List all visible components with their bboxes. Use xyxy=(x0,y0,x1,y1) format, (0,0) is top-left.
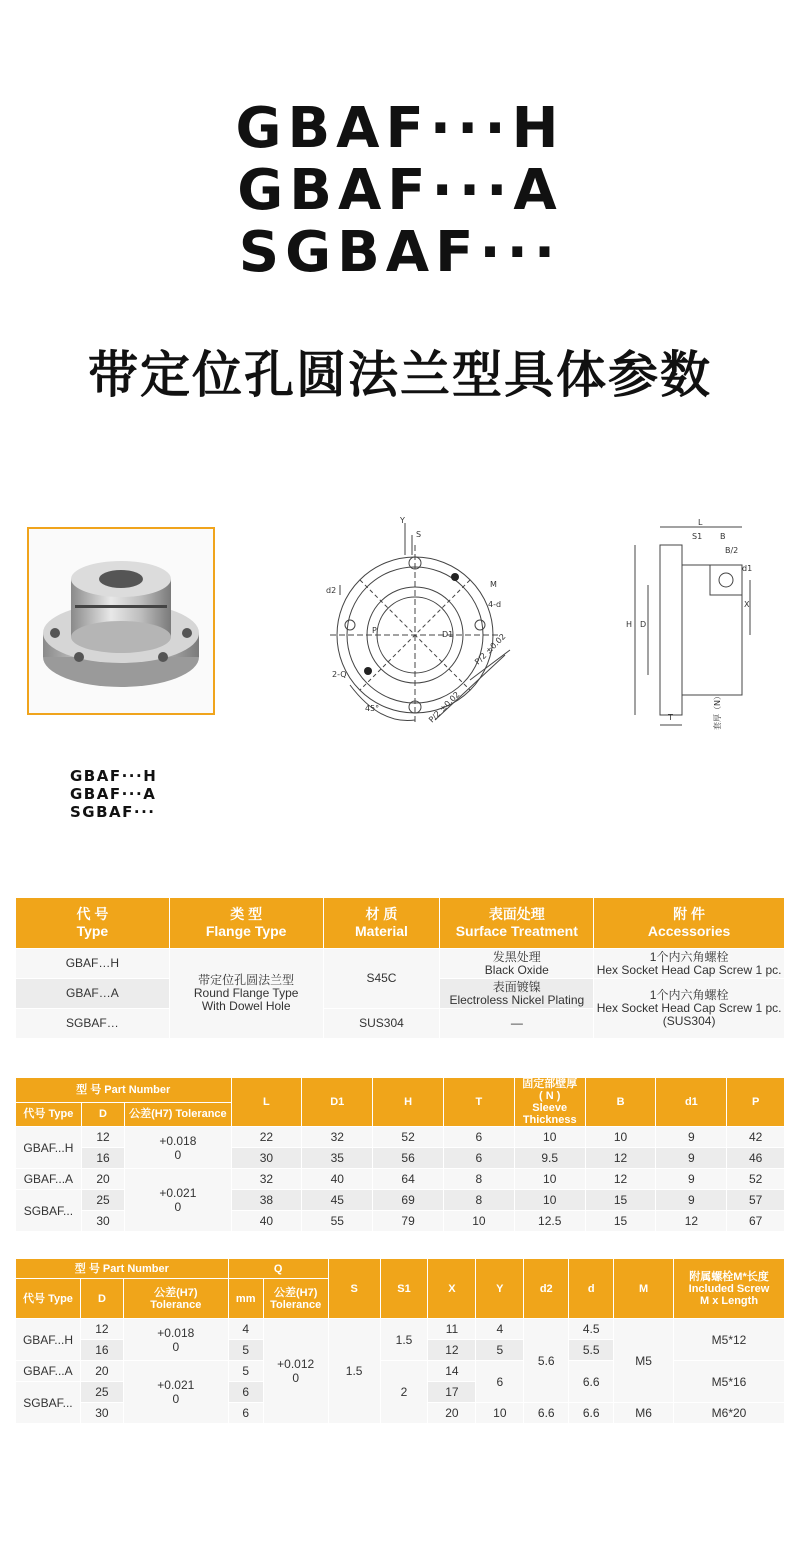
t2-tol-1: +0.018 0 xyxy=(125,1127,231,1169)
t3-h-d: d xyxy=(569,1259,614,1319)
t3-cell: 10 xyxy=(476,1403,524,1424)
title-line-3: SGBAF··· xyxy=(238,220,562,285)
t3-cell: 30 xyxy=(80,1403,123,1424)
dim-l: L xyxy=(698,518,703,527)
t1-acc-2: 1个内六角螺栓 Hex Socket Head Cap Screw 1 pc. (SUS304) xyxy=(594,979,785,1039)
dim-s: S xyxy=(416,530,422,539)
t3-screw-b: M5*16 xyxy=(674,1361,785,1403)
t3-h-m: M xyxy=(614,1259,674,1319)
t3-cell: 25 xyxy=(80,1382,123,1403)
t3-s: 1.5 xyxy=(328,1319,380,1424)
t3-d2-b: 6.6 xyxy=(524,1403,569,1424)
t3-screw-c: M6*20 xyxy=(674,1403,785,1424)
caption-line-1: GBAF···H xyxy=(70,767,158,785)
t2-cell: 79 xyxy=(373,1211,444,1232)
dim-h: H xyxy=(626,620,633,629)
t2-cell: 9 xyxy=(656,1169,727,1190)
t2-cell: 10 xyxy=(585,1127,656,1148)
t2-cell: 9 xyxy=(656,1148,727,1169)
t2-cell: 45 xyxy=(302,1190,373,1211)
spec-table-2 xyxy=(15,1077,785,1232)
t3-cell: 12 xyxy=(428,1340,476,1361)
t2-cell: 10 xyxy=(443,1211,514,1232)
t2-type-sg: SGBAF... xyxy=(16,1190,82,1232)
caption-line-2: GBAF···A xyxy=(70,785,157,803)
t2-type-a: GBAF...A xyxy=(16,1169,82,1190)
t2-h-d1s: d1 xyxy=(656,1078,727,1127)
spec-table-3 xyxy=(15,1258,785,1424)
t1-flange-type: 带定位孔圆法兰型 Round Flange Type With Dowel Hole xyxy=(169,949,323,1039)
dim-b: B xyxy=(720,532,726,541)
t2-part-number: 型 号 Part Number xyxy=(16,1078,232,1103)
dim-d1: D1 xyxy=(442,630,454,639)
t1-material-s45c: S45C xyxy=(323,949,440,1009)
t3-s1-b: 2 xyxy=(380,1361,428,1424)
t3-cell: 6 xyxy=(228,1382,263,1403)
dim-t: T xyxy=(668,713,673,722)
t2-cell: 10 xyxy=(514,1169,585,1190)
title-line-2: GBAF···A xyxy=(237,158,563,223)
t2-h-p: P xyxy=(727,1078,785,1127)
t2-cell: 10 xyxy=(514,1190,585,1211)
t3-tol-2: +0.021 0 xyxy=(123,1361,228,1424)
t3-s1-a: 1.5 xyxy=(380,1319,428,1361)
t2-h-type: 代号 Type xyxy=(16,1102,82,1127)
t3-cell: 6 xyxy=(228,1403,263,1424)
t2-cell: 30 xyxy=(231,1148,302,1169)
t1-surface-nickel: 表面镀镍 Electroless Nickel Plating xyxy=(440,979,594,1009)
t2-cell: 69 xyxy=(373,1190,444,1211)
t1-header-surface: 表面处理 Surface Treatment xyxy=(440,898,594,949)
t2-cell: 25 xyxy=(81,1190,125,1211)
t3-cell: 14 xyxy=(428,1361,476,1382)
t3-h-mm: mm xyxy=(228,1279,263,1319)
t2-cell: 67 xyxy=(727,1211,785,1232)
t2-h-d1: D1 xyxy=(302,1078,373,1127)
t2-cell: 64 xyxy=(373,1169,444,1190)
t2-cell: 12 xyxy=(585,1148,656,1169)
t3-y-c: 6 xyxy=(476,1361,524,1403)
dim-d: D xyxy=(640,620,647,629)
t3-cell: 17 xyxy=(428,1382,476,1403)
t2-cell: 57 xyxy=(727,1190,785,1211)
t3-h-type: 代号 Type xyxy=(16,1279,81,1319)
dim-p2b: P/2 ±0.02 xyxy=(427,689,462,725)
dim-d1s: d1 xyxy=(742,564,753,573)
t2-h-b: B xyxy=(585,1078,656,1127)
t3-qtol: +0.012 0 xyxy=(263,1319,328,1424)
t2-cell: 56 xyxy=(373,1148,444,1169)
t2-cell: 35 xyxy=(302,1148,373,1169)
t1-type-a: GBAF…A xyxy=(16,979,170,1009)
dim-p2a: P/2 ±0.02 xyxy=(473,631,508,667)
t3-h-x: X xyxy=(428,1259,476,1319)
t2-cell: 52 xyxy=(373,1127,444,1148)
caption-line-3: SGBAF··· xyxy=(70,803,156,821)
t3-cell: 20 xyxy=(80,1361,123,1382)
t2-cell: 9 xyxy=(656,1190,727,1211)
t3-screw-a: M5*12 xyxy=(674,1319,785,1361)
model-titles xyxy=(0,98,800,284)
t2-cell: 6 xyxy=(443,1148,514,1169)
t2-cell: 40 xyxy=(302,1169,373,1190)
dim-s1: S1 xyxy=(692,532,703,541)
t3-cell: 12 xyxy=(80,1319,123,1340)
t2-cell: 40 xyxy=(231,1211,302,1232)
spec-table-1 xyxy=(15,897,785,1039)
dim-45: 45° xyxy=(365,704,380,713)
t2-cell: 9.5 xyxy=(514,1148,585,1169)
t3-cell: 5.5 xyxy=(569,1340,614,1361)
t2-h-l: L xyxy=(231,1078,302,1127)
dim-b2: B/2 xyxy=(725,546,739,555)
front-view-drawing xyxy=(320,515,520,745)
t3-h-q: Q xyxy=(228,1259,328,1279)
dim-2q: 2-Q xyxy=(332,670,347,679)
t2-cell: 6 xyxy=(443,1127,514,1148)
t1-type-h: GBAF…H xyxy=(16,949,170,979)
t1-material-sus: SUS304 xyxy=(323,1009,440,1039)
side-view-drawing xyxy=(620,515,760,745)
dim-y: Y xyxy=(400,516,405,525)
t2-cell: 8 xyxy=(443,1190,514,1211)
t3-h-qtol: 公差(H7) Tolerance xyxy=(263,1279,328,1319)
t2-h-d: D xyxy=(81,1102,125,1127)
t3-tol-1: +0.018 0 xyxy=(123,1319,228,1361)
t2-cell: 42 xyxy=(727,1127,785,1148)
t3-cell: 4.5 xyxy=(569,1319,614,1340)
t2-cell: 32 xyxy=(231,1169,302,1190)
t3-type-sg: SGBAF... xyxy=(16,1382,81,1424)
t3-dd-c: 6.6 xyxy=(569,1361,614,1403)
dim-m: M xyxy=(490,580,497,589)
t2-cell: 9 xyxy=(656,1127,727,1148)
t2-cell: 12 xyxy=(81,1127,125,1148)
t2-cell: 55 xyxy=(302,1211,373,1232)
t2-cell: 38 xyxy=(231,1190,302,1211)
t3-h-s: S xyxy=(328,1259,380,1319)
chinese-title: 带定位孔圆法兰型具体参数 xyxy=(88,346,712,404)
t2-cell: 12 xyxy=(585,1169,656,1190)
t1-surface-black: 发黑处理 Black Oxide xyxy=(440,949,594,979)
t3-h-d2: d2 xyxy=(524,1259,569,1319)
t2-cell: 46 xyxy=(727,1148,785,1169)
t3-cell: 5 xyxy=(228,1361,263,1382)
t2-cell: 20 xyxy=(81,1169,125,1190)
t3-type-h: GBAF...H xyxy=(16,1319,81,1361)
t3-cell: 4 xyxy=(476,1319,524,1340)
t3-cell: 5 xyxy=(476,1340,524,1361)
t3-h-dd: D xyxy=(80,1279,123,1319)
title-line-1: GBAF···H xyxy=(235,96,565,161)
t3-h-y: Y xyxy=(476,1259,524,1319)
t2-cell: 52 xyxy=(727,1169,785,1190)
dim-4d: 4-d xyxy=(488,600,502,609)
t1-header-material: 材 质 Material xyxy=(323,898,440,949)
t2-h-h: H xyxy=(373,1078,444,1127)
t3-h-s1: S1 xyxy=(380,1259,428,1319)
t1-header-flange: 类 型 Flange Type xyxy=(169,898,323,949)
t3-part-number: 型 号 Part Number xyxy=(16,1259,229,1279)
t2-cell: 8 xyxy=(443,1169,514,1190)
t2-cell: 12.5 xyxy=(514,1211,585,1232)
t3-cell: 11 xyxy=(428,1319,476,1340)
t3-cell: 6.6 xyxy=(569,1403,614,1424)
t2-cell: 30 xyxy=(81,1211,125,1232)
dim-d2: d2 xyxy=(326,586,337,595)
t2-cell: 32 xyxy=(302,1127,373,1148)
dim-p: P xyxy=(372,626,377,635)
t2-h-n: 固定部壁厚 ( N ) Sleeve Thickness xyxy=(514,1078,585,1127)
photo-caption xyxy=(70,767,157,821)
t1-surface-none: — xyxy=(440,1009,594,1039)
t3-type-a: GBAF...A xyxy=(16,1361,81,1382)
dim-x: X xyxy=(744,600,750,609)
t2-cell: 15 xyxy=(585,1211,656,1232)
t1-acc-1: 1个内六角螺栓 Hex Socket Head Cap Screw 1 pc. xyxy=(594,949,785,979)
t3-h-screw: 附属螺栓M*长度 Included Screw M x Length xyxy=(674,1259,785,1319)
t2-cell: 22 xyxy=(231,1127,302,1148)
t1-header-accessories: 附 件 Accessories xyxy=(594,898,785,949)
product-photo xyxy=(27,527,215,715)
t3-cell: 5 xyxy=(228,1340,263,1361)
t3-h-tol: 公差(H7) Tolerance xyxy=(123,1279,228,1319)
t2-cell: 12 xyxy=(656,1211,727,1232)
t2-h-tol: 公差(H7) Tolerance xyxy=(125,1102,231,1127)
t2-h-t: T xyxy=(443,1078,514,1127)
t3-cell: 4 xyxy=(228,1319,263,1340)
t2-type-h: GBAF...H xyxy=(16,1127,82,1169)
t1-header-type: 代 号 Type xyxy=(16,898,170,949)
dim-n: 套厚（N） xyxy=(713,692,722,730)
t2-cell: 10 xyxy=(514,1127,585,1148)
t3-m-b: M6 xyxy=(614,1403,674,1424)
t3-cell: 16 xyxy=(80,1340,123,1361)
t1-type-sg: SGBAF… xyxy=(16,1009,170,1039)
t2-cell: 15 xyxy=(585,1190,656,1211)
t3-d2-a: 5.6 xyxy=(524,1319,569,1403)
t2-cell: 16 xyxy=(81,1148,125,1169)
t3-m-a: M5 xyxy=(614,1319,674,1403)
t3-cell: 20 xyxy=(428,1403,476,1424)
t2-tol-2: +0.021 0 xyxy=(125,1169,231,1232)
